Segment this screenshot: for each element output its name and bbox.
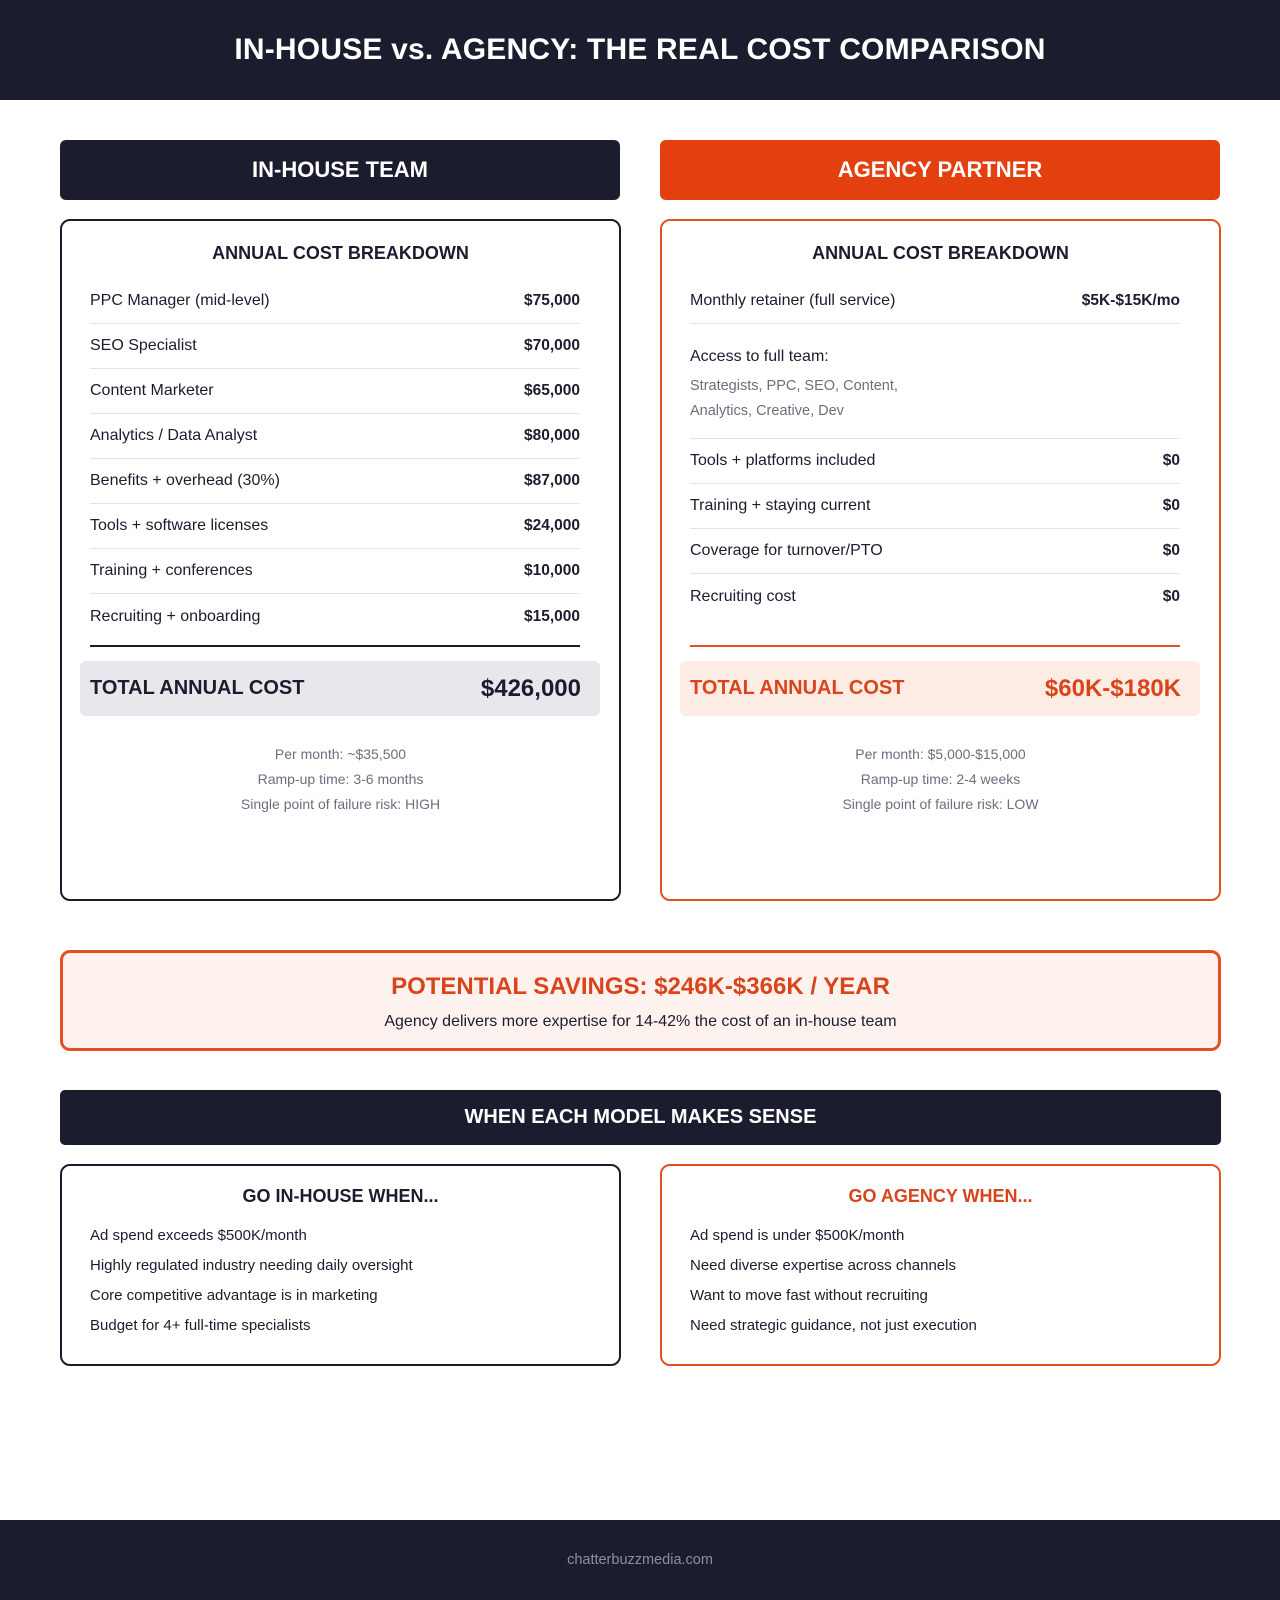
list-item: Core competitive advantage is in marketing: [90, 1287, 378, 1304]
savings-banner: [60, 950, 1221, 1051]
page-footer: [0, 1520, 1280, 1600]
agency-total: [680, 661, 1200, 716]
cost-row: [690, 484, 1180, 529]
total-divider: [90, 645, 580, 647]
inhouse-notes: [62, 742, 619, 817]
inhouse-when-card: [60, 1164, 621, 1366]
cost-row: [90, 504, 580, 549]
inhouse-heading: IN-HOUSE TEAM: [60, 140, 620, 200]
total-label: TOTAL ANNUAL COST: [690, 677, 905, 699]
cost-value: $75,000: [523, 292, 580, 309]
team-access-detail: Strategists, PPC, SEO, Content, Analytics, Creative, Dev: [690, 378, 898, 419]
inhouse-cost-list: [90, 279, 580, 639]
cost-label: Tools + software licenses: [90, 517, 269, 534]
cost-row: [90, 594, 580, 639]
note-line: Single point of failure risk: LOW: [842, 796, 1039, 812]
total-divider: [690, 645, 1180, 647]
cost-label: Analytics / Data Analyst: [90, 427, 258, 444]
list-item: Need strategic guidance, not just execution: [690, 1317, 977, 1334]
cost-value: $10,000: [523, 562, 580, 579]
cost-label: Monthly retainer (full service): [690, 292, 896, 309]
cost-label: Benefits + overhead (30%): [90, 472, 280, 489]
note-line: Ramp-up time: 3-6 months: [257, 771, 424, 787]
cost-value: $0: [1162, 452, 1180, 469]
cost-row: [690, 279, 1180, 324]
agency-cost-list: [690, 279, 1180, 619]
cost-label: Recruiting + onboarding: [90, 607, 261, 625]
savings-title: POTENTIAL SAVINGS: $246K-$366K / YEAR: [391, 973, 890, 1000]
agency-breakdown-title: ANNUAL COST BREAKDOWN: [812, 243, 1069, 263]
list-item: Highly regulated industry needing daily oversight: [90, 1257, 413, 1274]
cost-value: $80,000: [523, 427, 580, 444]
cost-value: $70,000: [523, 337, 580, 354]
page-title: IN-HOUSE vs. AGENCY: THE REAL COST COMPARISON: [234, 33, 1046, 66]
cost-value: $15,000: [523, 607, 580, 625]
cost-row: [90, 549, 580, 594]
cost-row: [90, 279, 580, 324]
team-access-row: [690, 324, 1180, 439]
agency-when-list: [690, 1226, 977, 1346]
agency-when-card: [660, 1164, 1221, 1366]
cost-row: [690, 529, 1180, 574]
cost-value: $0: [1162, 587, 1180, 605]
note-line: Per month: ~$35,500: [274, 746, 407, 762]
cost-value: $0: [1162, 497, 1180, 514]
cost-value: $0: [1162, 542, 1180, 559]
cost-value: $5K-$15K/mo: [1081, 292, 1180, 309]
footer-link[interactable]: chatterbuzzmedia.com: [567, 1552, 713, 1568]
list-item: Want to move fast without recruiting: [690, 1287, 928, 1304]
total-value: $60K-$180K: [1044, 674, 1181, 702]
page-header: [0, 0, 1280, 100]
cost-value: $24,000: [523, 517, 580, 534]
cost-row: [90, 459, 580, 504]
savings-subtitle: Agency delivers more expertise for 14-42% the cost of an in-house team: [384, 1013, 897, 1030]
inhouse-cost-card: [60, 219, 621, 901]
list-item: Budget for 4+ full-time specialists: [90, 1317, 311, 1334]
total-value: $426,000: [480, 674, 581, 702]
agency-heading: AGENCY PARTNER: [660, 140, 1220, 200]
cost-row: [90, 369, 580, 414]
cost-value: $87,000: [523, 472, 580, 489]
list-item: Ad spend exceeds $500K/month: [90, 1227, 307, 1244]
note-line: Single point of failure risk: HIGH: [240, 796, 441, 812]
cost-row: [90, 414, 580, 459]
cost-row: [690, 574, 1180, 619]
agency-cost-card: [660, 219, 1221, 901]
cost-label: Tools + platforms included: [690, 452, 876, 469]
cost-label: Content Marketer: [90, 382, 214, 399]
cost-label: Coverage for turnover/PTO: [690, 542, 883, 559]
inhouse-when-title: GO IN-HOUSE WHEN...: [242, 1186, 439, 1206]
list-item: Ad spend is under $500K/month: [690, 1227, 905, 1244]
cost-row: [90, 324, 580, 369]
cost-label: Recruiting cost: [690, 587, 796, 605]
note-line: Per month: $5,000-$15,000: [855, 746, 1026, 762]
inhouse-when-list: [90, 1226, 413, 1346]
agency-notes: [662, 742, 1219, 817]
cost-label: Training + conferences: [90, 562, 253, 579]
team-access-label: Access to full team:: [690, 348, 829, 365]
cost-label: SEO Specialist: [90, 337, 197, 354]
inhouse-total: [80, 661, 600, 716]
list-item: Need diverse expertise across channels: [690, 1257, 956, 1274]
note-line: Ramp-up time: 2-4 weeks: [860, 771, 1021, 787]
when-heading: WHEN EACH MODEL MAKES SENSE: [60, 1090, 1221, 1145]
agency-when-title: GO AGENCY WHEN...: [848, 1186, 1033, 1206]
inhouse-breakdown-title: ANNUAL COST BREAKDOWN: [212, 243, 469, 263]
total-label: TOTAL ANNUAL COST: [90, 677, 305, 699]
cost-value: $65,000: [523, 382, 580, 399]
cost-row: [690, 439, 1180, 484]
cost-label: Training + staying current: [690, 497, 871, 514]
cost-label: PPC Manager (mid-level): [90, 292, 270, 309]
